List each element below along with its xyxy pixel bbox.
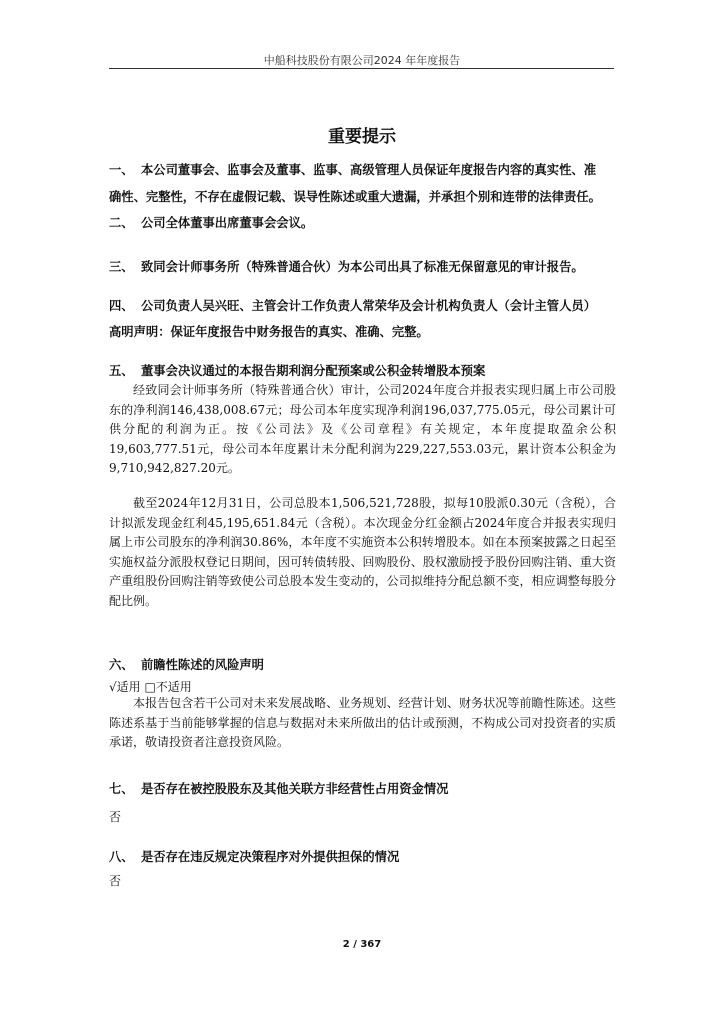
item-2 — [109, 213, 313, 231]
item-6-paragraph: 本报告包含若干公司对未来发展战略、业务规划、经营计划、财务状况等前瞻性陈述。这些陈述系基于当前能够掌握的信息与数据对未来所做出的估计或预测，不构成公司对投资者的实质承诺，敬请投资者注意投资风险。 — [109, 696, 616, 749]
item-6-heading: 前瞻性陈述的风险声明 — [141, 658, 264, 672]
item-5-paragraph-2: 截至2024年12月31日，公司总股本1,506,521,728股，拟每10股派0.30元（含税），合计拟派发现金红利45,195,651.84元（含税）。本次现金分红金额占2024年度合并报表实现归属上市公司股东的净利润30.86%，本年度不实施资本公积转增股本。如在本预案披露之日起至实施权益分派股权登记日期间，因可转债转股、回购股份、股权激励授予股份回购注销、重大资产重组股份回购注销等致使公司总股本发生变动的，公司拟维持分配总额不变，相应调整每股分配比例。 — [109, 496, 616, 608]
item-4 — [109, 296, 596, 314]
item-5-number: 五、 — [109, 364, 134, 378]
item-3-text: 致同会计师事务所（特殊普通合伙）为本公司出具了标准无保留意见的审计报告。 — [141, 260, 584, 274]
item-4-line1: 公司负责人吴兴旺、主管会计工作负责人常荣华及会计机构负责人（会计主管人员） — [141, 299, 596, 313]
header-divider — [109, 68, 614, 69]
item-8-number: 八、 — [109, 850, 134, 864]
item-5-paragraph-1: 经致同会计师事务所（特殊普通合伙）审计，公司2024年度合并报表实现归属上市公司股东的净利润146,438,008.67元；母公司本年度实现净利润196,037,775.05元，母公司累计可供分配的利润为正。按《公司法》及《公司章程》有关规定，本年度提取盈余公积19,603,777.51元，母公司本年度累计未分配利润为229,227,553.03元，累计资本公积金为9,710,942,827.20元。 — [109, 383, 616, 475]
item-6 — [109, 655, 264, 673]
page-title: 重要提示 — [328, 127, 396, 147]
item-2-text: 公司全体董事出席董事会会议。 — [141, 216, 314, 230]
item-6-number: 六、 — [109, 658, 134, 672]
item-4-line2: 高明声明：保证年度报告中财务报告的真实、准确、完整。 — [109, 325, 429, 339]
item-1-line1: 本公司董事会、监事会及董事、监事、高级管理人员保证年度报告内容的真实性、准 — [141, 163, 596, 177]
item-1 — [109, 160, 596, 178]
item-7-heading: 是否存在被控股股东及其他关联方非经营性占用资金情况 — [141, 782, 449, 796]
item-8 — [109, 847, 399, 865]
item-7 — [109, 779, 448, 797]
item-1-line2: 确性、完整性，不存在虚假记载、误导性陈述或重大遗漏，并承担个别和连带的法律责任。 — [109, 190, 601, 204]
item-6-applicability: √适用 □不适用 — [109, 680, 192, 694]
page-number: 2 / 367 — [342, 939, 382, 950]
item-3-number: 三、 — [109, 260, 134, 274]
page-header: 中船科技股份有限公司2024 年年度报告 — [263, 54, 461, 67]
item-3 — [109, 257, 584, 275]
item-5-heading: 董事会决议通过的本报告期利润分配预案或公积金转增股本预案 — [141, 364, 486, 378]
item-4-number: 四、 — [109, 299, 134, 313]
item-5 — [109, 361, 485, 379]
item-7-answer: 否 — [109, 810, 122, 824]
item-1-number: 一、 — [109, 163, 134, 177]
item-2-number: 二、 — [109, 216, 134, 230]
item-8-heading: 是否存在违反规定决策程序对外提供担保的情况 — [141, 850, 400, 864]
item-7-number: 七、 — [109, 782, 134, 796]
item-8-answer: 否 — [109, 874, 122, 888]
